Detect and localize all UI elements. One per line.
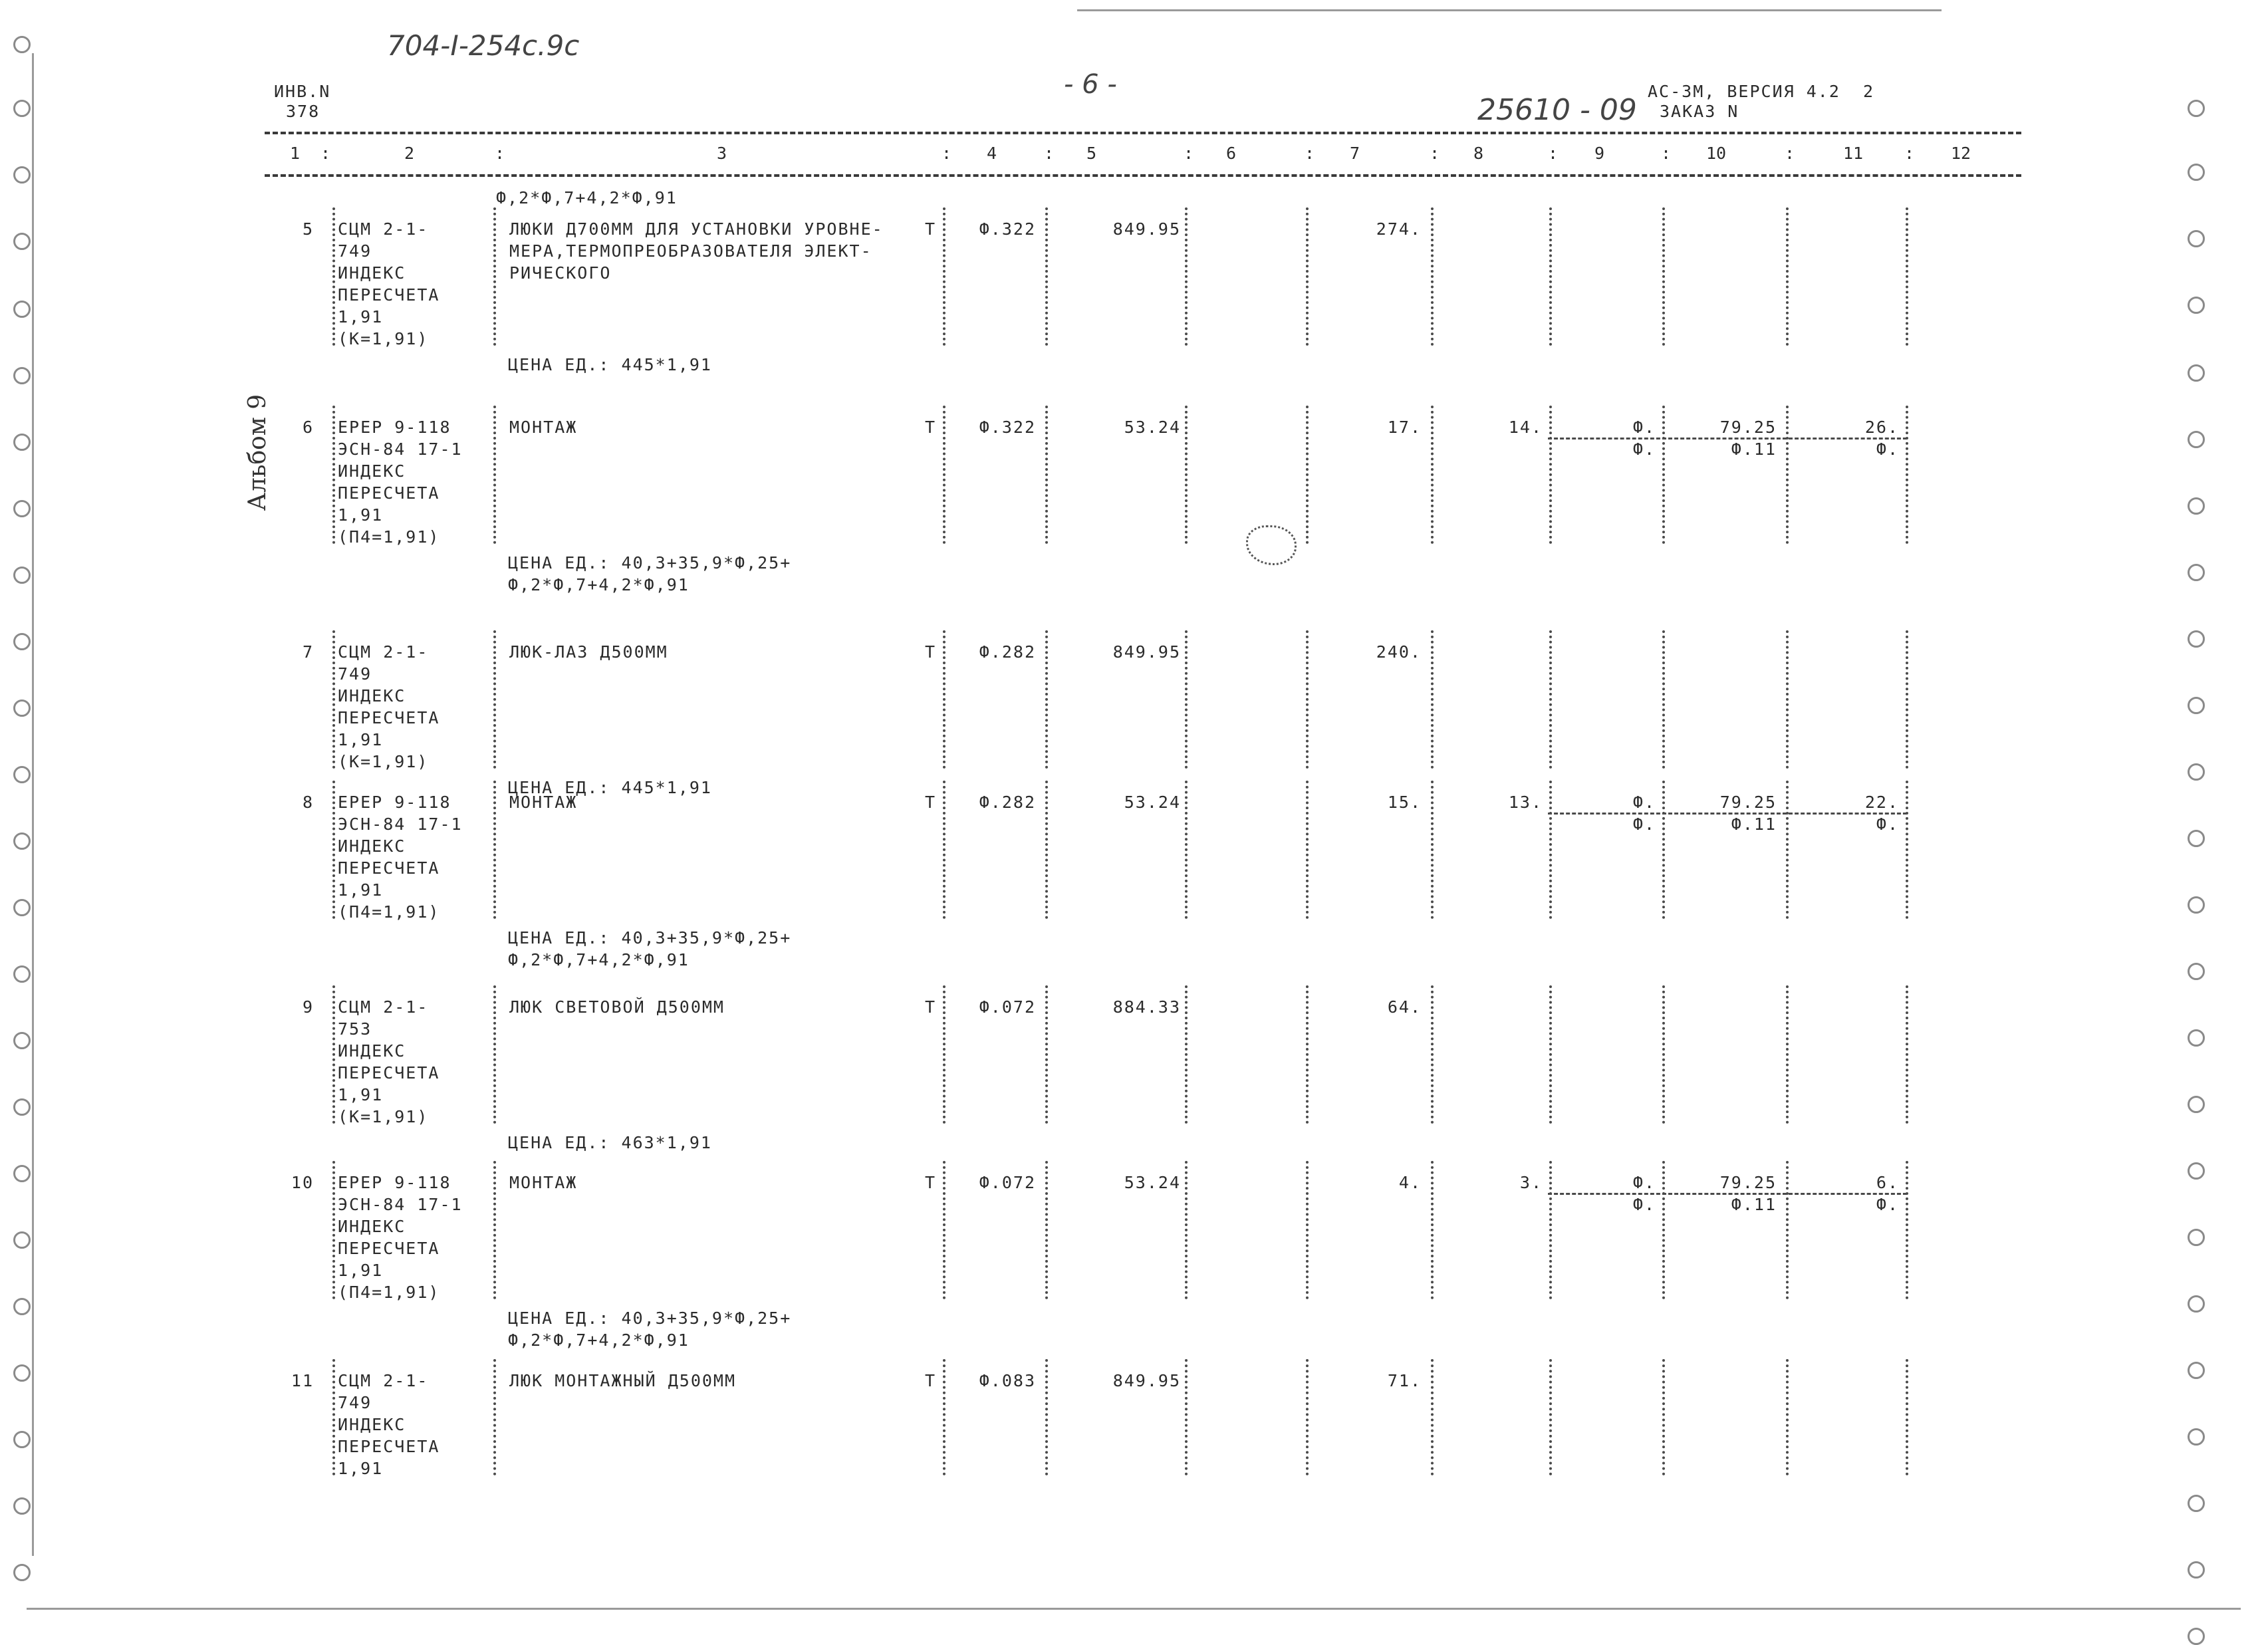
column-separator: : bbox=[942, 144, 952, 163]
column-rule bbox=[1786, 207, 1789, 346]
column-rule bbox=[1045, 1161, 1048, 1299]
feed-hole-icon bbox=[2188, 697, 2205, 714]
feed-hole-icon bbox=[2188, 1495, 2205, 1512]
row-number: 11 bbox=[291, 1371, 314, 1390]
feed-hole-icon bbox=[2188, 1428, 2205, 1446]
position-code-line: (К=1,91) bbox=[338, 1107, 429, 1126]
unit-mark: Т bbox=[924, 418, 936, 437]
column-rule bbox=[1662, 1161, 1665, 1299]
column-rule bbox=[1549, 781, 1552, 919]
unit-mark: Т bbox=[924, 642, 936, 662]
position-code-line: ПЕРЕСЧЕТА bbox=[338, 1437, 440, 1456]
position-code-line: СЦМ 2-1- bbox=[338, 219, 429, 239]
position-code-line: (П4=1,91) bbox=[338, 1283, 440, 1302]
position-code-line: 749 bbox=[338, 241, 372, 261]
column-rule bbox=[943, 207, 945, 346]
column-rule bbox=[1662, 207, 1665, 346]
col9-sub-cell: Ф. bbox=[1632, 440, 1656, 459]
album-label: Альбом 9 bbox=[244, 394, 272, 511]
column-rule bbox=[1431, 1161, 1434, 1299]
column-rule bbox=[332, 1161, 335, 1299]
feed-hole-icon bbox=[2188, 763, 2205, 781]
column-rule bbox=[1185, 207, 1188, 346]
header-rule-bottom bbox=[265, 174, 2021, 177]
feed-hole-icon bbox=[13, 1564, 31, 1581]
column-rule bbox=[1431, 406, 1434, 544]
column-rule bbox=[1431, 985, 1434, 1124]
column-rule bbox=[1431, 207, 1434, 346]
column-number: 12 bbox=[1951, 144, 1971, 163]
page-mark: - 6 - bbox=[1064, 69, 1117, 100]
position-code-line: ЕРЕР 9-118 bbox=[338, 1173, 451, 1192]
unit-price-cell: 884.33 bbox=[1112, 997, 1181, 1017]
top-stamp: 704-I-254с.9с bbox=[387, 29, 580, 62]
unit-price-formula-line: Ф,2*Ф,7+4,2*Ф,91 bbox=[508, 575, 690, 594]
column-rule bbox=[1906, 1359, 1908, 1475]
work-description-line: МОНТАЖ bbox=[509, 793, 578, 812]
feed-hole-icon bbox=[13, 36, 31, 53]
column-rule bbox=[1549, 207, 1552, 346]
position-code-line: 1,91 bbox=[338, 1261, 384, 1280]
column-rule bbox=[1185, 1161, 1188, 1299]
unit-price-formula-line: ЦЕНА ЕД.: 445*1,91 bbox=[508, 355, 712, 374]
feed-hole-icon bbox=[2188, 364, 2205, 382]
column-number: 8 bbox=[1473, 144, 1484, 163]
unit-mark: Т bbox=[924, 997, 936, 1017]
column-rule bbox=[1431, 781, 1434, 919]
column-rule bbox=[943, 1161, 945, 1299]
column-separator: : bbox=[1430, 144, 1440, 163]
position-code-line: ИНДЕКС bbox=[338, 686, 406, 705]
column-rule bbox=[1306, 1161, 1309, 1299]
col9-sub-cell: Ф. bbox=[1632, 1195, 1656, 1214]
work-description-line: ЛЮК МОНТАЖНЫЙ Д500ММ bbox=[509, 1371, 737, 1390]
inv-label: ИНВ.N bbox=[274, 82, 331, 101]
feed-hole-icon bbox=[2188, 230, 2205, 247]
column-rule bbox=[1786, 406, 1789, 544]
position-code-line: 753 bbox=[338, 1019, 372, 1039]
position-code-line: ЭСН-84 17-1 bbox=[338, 440, 463, 459]
position-code-line: (К=1,91) bbox=[338, 329, 429, 348]
col10-cell: 79.25 bbox=[1719, 418, 1777, 437]
column-separator: : bbox=[1661, 144, 1672, 163]
position-code-line: ЭСН-84 17-1 bbox=[338, 1195, 463, 1214]
feed-hole-icon bbox=[13, 1497, 31, 1515]
column-rule bbox=[1786, 1161, 1789, 1299]
feed-hole-icon bbox=[2188, 896, 2205, 914]
column-number: 1 bbox=[290, 144, 301, 163]
column-separator: : bbox=[495, 144, 505, 163]
order-label: ЗАКАЗ N bbox=[1660, 102, 1739, 121]
total-cost-cell: 71. bbox=[1387, 1371, 1422, 1390]
sub-row-rule bbox=[1548, 438, 1907, 440]
position-code-line: ЕРЕР 9-118 bbox=[338, 418, 451, 437]
work-description-line: ЛЮК СВЕТОВОЙ Д500ММ bbox=[509, 997, 725, 1017]
col10-sub-cell: Ф.11 bbox=[1731, 1195, 1777, 1214]
position-code-line: ИНДЕКС bbox=[338, 1415, 406, 1434]
column-rule bbox=[332, 630, 335, 769]
feed-hole-icon bbox=[13, 899, 31, 916]
column-rule bbox=[943, 630, 945, 769]
wage-cell: 14. bbox=[1508, 418, 1543, 437]
column-rule bbox=[943, 781, 945, 919]
column-rule bbox=[1045, 781, 1048, 919]
unit-price-formula-line: Ф,2*Ф,7+4,2*Ф,91 bbox=[508, 950, 690, 969]
column-rule bbox=[1549, 1161, 1552, 1299]
unit-mark: Т bbox=[924, 1173, 936, 1192]
column-number: 2 bbox=[404, 144, 415, 163]
feed-hole-icon bbox=[2188, 164, 2205, 181]
work-description-line: МОНТАЖ bbox=[509, 418, 578, 437]
position-code-line: ПЕРЕСЧЕТА bbox=[338, 708, 440, 727]
col11-cell: 26. bbox=[1864, 418, 1899, 437]
column-rule bbox=[1549, 1359, 1552, 1475]
position-code-line: 749 bbox=[338, 1393, 372, 1412]
feed-hole-icon bbox=[2188, 297, 2205, 314]
position-code-line: 1,91 bbox=[338, 1459, 384, 1478]
unit-price-formula-line: Ф,2*Ф,7+4,2*Ф,91 bbox=[508, 1330, 690, 1350]
position-code-line: ПЕРЕСЧЕТА bbox=[338, 858, 440, 878]
unit-price-cell: 849.95 bbox=[1112, 642, 1181, 662]
column-rule bbox=[493, 985, 496, 1124]
quantity-cell: Ф.282 bbox=[979, 642, 1036, 662]
column-rule bbox=[1306, 985, 1309, 1124]
feed-hole-icon bbox=[13, 567, 31, 584]
quantity-cell: Ф.072 bbox=[979, 1173, 1036, 1192]
column-rule bbox=[1662, 985, 1665, 1124]
work-description-line: МЕРА,ТЕРМОПРЕОБРАЗОВАТЕЛЯ ЭЛЕКТ- bbox=[509, 241, 872, 261]
col11-sub-cell: Ф. bbox=[1876, 1195, 1899, 1214]
feed-hole-icon bbox=[13, 766, 31, 783]
column-rule bbox=[943, 1359, 945, 1475]
feed-hole-icon bbox=[2188, 497, 2205, 515]
wage-cell: 13. bbox=[1508, 793, 1543, 812]
quantity-cell: Ф.282 bbox=[979, 793, 1036, 812]
position-code-line: ИНДЕКС bbox=[338, 1217, 406, 1236]
row-number: 6 bbox=[302, 418, 314, 437]
column-rule bbox=[332, 207, 335, 346]
column-rule bbox=[1549, 406, 1552, 544]
col10-sub-cell: Ф.11 bbox=[1731, 815, 1777, 834]
work-description-line: МОНТАЖ bbox=[509, 1173, 578, 1192]
feed-hole-icon bbox=[2188, 1561, 2205, 1579]
feed-hole-icon bbox=[13, 500, 31, 517]
feed-hole-icon bbox=[13, 301, 31, 318]
feed-hole-icon bbox=[2188, 1162, 2205, 1180]
column-number: 7 bbox=[1350, 144, 1360, 163]
column-rule bbox=[1786, 1359, 1789, 1475]
column-number: 3 bbox=[717, 144, 727, 163]
column-separator: : bbox=[1904, 144, 1915, 163]
position-code-line: ПЕРЕСЧЕТА bbox=[338, 1063, 440, 1082]
position-code-line: (П4=1,91) bbox=[338, 527, 440, 547]
column-rule bbox=[1662, 630, 1665, 769]
column-rule bbox=[1306, 406, 1309, 544]
column-rule bbox=[1185, 781, 1188, 919]
column-rule bbox=[332, 985, 335, 1124]
column-rule bbox=[1906, 781, 1908, 919]
column-rule bbox=[1549, 630, 1552, 769]
position-code-line: 1,91 bbox=[338, 505, 384, 525]
col11-sub-cell: Ф. bbox=[1876, 440, 1899, 459]
column-rule bbox=[1306, 207, 1309, 346]
work-description-line: ЛЮК-ЛАЗ Д500ММ bbox=[509, 642, 668, 662]
total-cost-cell: 15. bbox=[1387, 793, 1422, 812]
column-rule bbox=[1431, 1359, 1434, 1475]
sub-row-rule bbox=[1548, 813, 1907, 815]
total-cost-cell: 4. bbox=[1398, 1173, 1422, 1192]
column-rule bbox=[1045, 406, 1048, 544]
unit-mark: Т bbox=[924, 219, 936, 239]
unit-price-formula-line: ЦЕНА ЕД.: 40,3+35,9*Ф,25+ bbox=[508, 1309, 792, 1328]
unit-price-formula-line: ЦЕНА ЕД.: 40,3+35,9*Ф,25+ bbox=[508, 553, 792, 572]
column-rule bbox=[1306, 781, 1309, 919]
column-rule bbox=[1431, 630, 1434, 769]
feed-hole-icon bbox=[2188, 1029, 2205, 1047]
column-rule bbox=[1306, 630, 1309, 769]
column-rule bbox=[493, 1161, 496, 1299]
column-number: 9 bbox=[1594, 144, 1605, 163]
column-rule bbox=[1662, 781, 1665, 919]
feed-hole-icon bbox=[13, 434, 31, 451]
feed-hole-icon bbox=[2188, 963, 2205, 980]
position-code-line: 1,91 bbox=[338, 1085, 384, 1104]
column-rule bbox=[1185, 1359, 1188, 1475]
column-rule bbox=[1906, 1161, 1908, 1299]
column-rule bbox=[1185, 985, 1188, 1124]
column-rule bbox=[332, 1359, 335, 1475]
column-rule bbox=[1906, 207, 1908, 346]
position-code-line: СЦМ 2-1- bbox=[338, 997, 429, 1017]
feed-hole-icon bbox=[2188, 1628, 2205, 1645]
feed-hole-icon bbox=[13, 965, 31, 983]
col10-cell: 79.25 bbox=[1719, 793, 1777, 812]
feed-hole-icon bbox=[13, 1032, 31, 1049]
col9-sub-cell: Ф. bbox=[1632, 815, 1656, 834]
column-separator: : bbox=[1548, 144, 1559, 163]
position-code-line: 749 bbox=[338, 664, 372, 684]
order-number: 25610 - 09 bbox=[1477, 93, 1637, 127]
position-code-line: СЦМ 2-1- bbox=[338, 1371, 429, 1390]
column-rule bbox=[493, 781, 496, 919]
position-code-line: ПЕРЕСЧЕТА bbox=[338, 285, 440, 305]
feed-hole-icon bbox=[13, 100, 31, 117]
column-rule bbox=[1906, 406, 1908, 544]
column-rule bbox=[332, 406, 335, 544]
feed-hole-icon bbox=[2188, 830, 2205, 847]
feed-hole-icon bbox=[13, 1231, 31, 1249]
position-code-line: ИНДЕКС bbox=[338, 461, 406, 481]
feed-hole-icon bbox=[13, 166, 31, 184]
unit-price-formula-line: ЦЕНА ЕД.: 40,3+35,9*Ф,25+ bbox=[508, 928, 792, 948]
feed-hole-icon bbox=[2188, 431, 2205, 448]
feed-hole-icon bbox=[2188, 100, 2205, 117]
ink-blot bbox=[1246, 525, 1297, 565]
position-code-line: ИНДЕКС bbox=[338, 263, 406, 283]
position-code-line: (К=1,91) bbox=[338, 752, 429, 771]
feed-hole-icon bbox=[2188, 1295, 2205, 1313]
row-number: 7 bbox=[302, 642, 314, 662]
page-edge-left bbox=[32, 53, 34, 1556]
column-rule bbox=[1786, 781, 1789, 919]
quantity-cell: Ф.322 bbox=[979, 219, 1036, 239]
position-code-line: ИНДЕКС bbox=[338, 1041, 406, 1061]
column-separator: : bbox=[1305, 144, 1315, 163]
col11-cell: 6. bbox=[1876, 1173, 1899, 1192]
quantity-cell: Ф.072 bbox=[979, 997, 1036, 1017]
column-rule bbox=[1906, 630, 1908, 769]
position-code-line: ПЕРЕСЧЕТА bbox=[338, 483, 440, 503]
feed-hole-icon bbox=[2188, 1229, 2205, 1246]
quantity-cell: Ф.083 bbox=[979, 1371, 1036, 1390]
feed-hole-icon bbox=[13, 633, 31, 650]
column-number: 10 bbox=[1706, 144, 1727, 163]
column-rule bbox=[1786, 985, 1789, 1124]
carry-over-line: Ф,2*Ф,7+4,2*Ф,91 bbox=[496, 188, 678, 207]
unit-price-cell: 849.95 bbox=[1112, 1371, 1181, 1390]
col9-cell: Ф. bbox=[1632, 418, 1656, 437]
row-number: 5 bbox=[302, 219, 314, 239]
unit-mark: Т bbox=[924, 793, 936, 812]
inv-number: 378 bbox=[286, 102, 320, 121]
wage-cell: 3. bbox=[1519, 1173, 1543, 1192]
column-rule bbox=[1185, 630, 1188, 769]
feed-hole-icon bbox=[13, 832, 31, 850]
page-edge-bottom bbox=[27, 1608, 2241, 1610]
column-rule bbox=[1185, 406, 1188, 544]
feed-hole-icon bbox=[2188, 1362, 2205, 1379]
feed-hole-icon bbox=[13, 1165, 31, 1182]
position-code-line: ИНДЕКС bbox=[338, 836, 406, 856]
column-rule bbox=[943, 406, 945, 544]
row-number: 10 bbox=[291, 1173, 314, 1192]
column-number: 5 bbox=[1086, 144, 1097, 163]
program-version: АС-3М, ВЕРСИЯ 4.2 2 bbox=[1648, 82, 1875, 101]
total-cost-cell: 274. bbox=[1376, 219, 1422, 239]
position-code-line: ЭСН-84 17-1 bbox=[338, 815, 463, 834]
col10-cell: 79.25 bbox=[1719, 1173, 1777, 1192]
page-edge-top bbox=[1077, 9, 1942, 11]
position-code-line: ЕРЕР 9-118 bbox=[338, 793, 451, 812]
total-cost-cell: 240. bbox=[1376, 642, 1422, 662]
col11-cell: 22. bbox=[1864, 793, 1899, 812]
column-rule bbox=[1549, 985, 1552, 1124]
feed-hole-icon bbox=[13, 1098, 31, 1116]
column-rule bbox=[1662, 1359, 1665, 1475]
position-code-line: 1,91 bbox=[338, 880, 384, 900]
feed-hole-icon bbox=[2188, 1096, 2205, 1113]
header-rule-top bbox=[265, 132, 2021, 134]
column-rule bbox=[1662, 406, 1665, 544]
feed-hole-icon bbox=[13, 699, 31, 717]
row-number: 9 bbox=[302, 997, 314, 1017]
column-rule bbox=[493, 207, 496, 346]
unit-price-formula-line: ЦЕНА ЕД.: 463*1,91 bbox=[508, 1133, 712, 1152]
column-rule bbox=[332, 781, 335, 919]
feed-hole-icon bbox=[2188, 564, 2205, 581]
column-rule bbox=[1045, 630, 1048, 769]
row-number: 8 bbox=[302, 793, 314, 812]
col9-cell: Ф. bbox=[1632, 1173, 1656, 1192]
sub-row-rule bbox=[1548, 1193, 1907, 1195]
column-rule bbox=[943, 985, 945, 1124]
feed-hole-icon bbox=[13, 233, 31, 250]
work-description-line: РИЧЕСКОГО bbox=[509, 263, 612, 283]
column-rule bbox=[493, 1359, 496, 1475]
col11-sub-cell: Ф. bbox=[1876, 815, 1899, 834]
column-rule bbox=[1045, 985, 1048, 1124]
position-code-line: 1,91 bbox=[338, 307, 384, 326]
column-separator: : bbox=[1184, 144, 1194, 163]
column-rule bbox=[1786, 630, 1789, 769]
total-cost-cell: 64. bbox=[1387, 997, 1422, 1017]
quantity-cell: Ф.322 bbox=[979, 418, 1036, 437]
col10-sub-cell: Ф.11 bbox=[1731, 440, 1777, 459]
total-cost-cell: 17. bbox=[1387, 418, 1422, 437]
feed-hole-icon bbox=[13, 1431, 31, 1448]
position-code-line: (П4=1,91) bbox=[338, 902, 440, 922]
unit-price-formula-line: ЦЕНА ЕД.: 445*1,91 bbox=[508, 778, 712, 797]
unit-price-cell: 53.24 bbox=[1124, 418, 1181, 437]
column-number: 6 bbox=[1226, 144, 1237, 163]
feed-hole-icon bbox=[2188, 630, 2205, 648]
column-rule bbox=[1045, 207, 1048, 346]
position-code-line: 1,91 bbox=[338, 730, 384, 749]
column-number: 4 bbox=[987, 144, 997, 163]
column-separator: : bbox=[320, 144, 331, 163]
position-code-line: ПЕРЕСЧЕТА bbox=[338, 1239, 440, 1258]
column-rule bbox=[1306, 1359, 1309, 1475]
position-code-line: СЦМ 2-1- bbox=[338, 642, 429, 662]
col9-cell: Ф. bbox=[1632, 793, 1656, 812]
unit-price-cell: 849.95 bbox=[1112, 219, 1181, 239]
unit-mark: Т bbox=[924, 1371, 936, 1390]
column-rule bbox=[1906, 985, 1908, 1124]
column-rule bbox=[493, 630, 496, 769]
column-number: 11 bbox=[1843, 144, 1864, 163]
feed-hole-icon bbox=[13, 1298, 31, 1315]
feed-hole-icon bbox=[13, 367, 31, 384]
column-separator: : bbox=[1785, 144, 1795, 163]
unit-price-cell: 53.24 bbox=[1124, 793, 1181, 812]
work-description-line: ЛЮКИ Д700ММ ДЛЯ УСТАНОВКИ УРОВНЕ- bbox=[509, 219, 884, 239]
column-rule bbox=[1045, 1359, 1048, 1475]
unit-price-cell: 53.24 bbox=[1124, 1173, 1181, 1192]
column-rule bbox=[493, 406, 496, 544]
column-separator: : bbox=[1044, 144, 1055, 163]
feed-hole-icon bbox=[13, 1364, 31, 1382]
